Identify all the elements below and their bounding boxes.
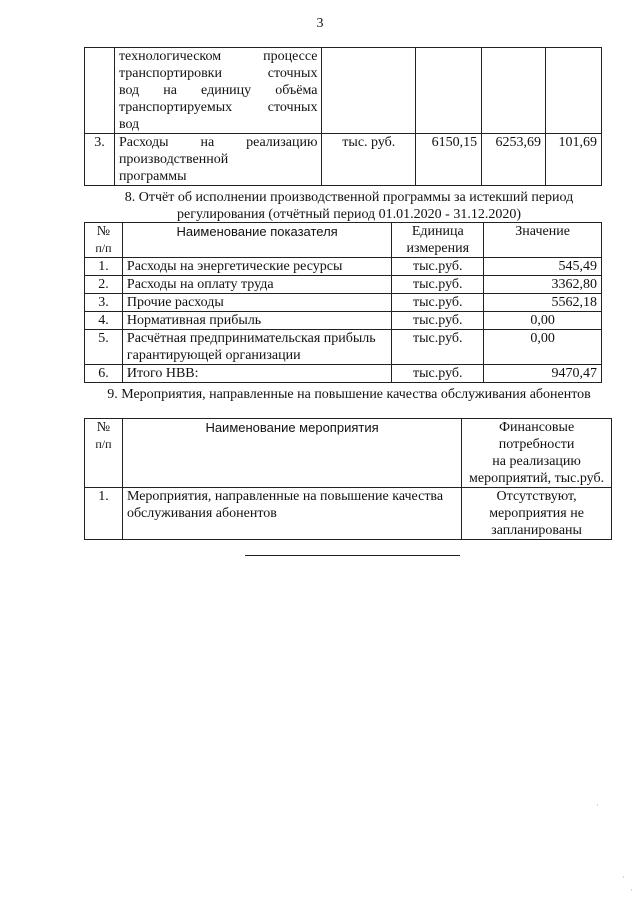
row-number: 1.: [85, 488, 123, 540]
indicator-line: программы: [118, 169, 187, 184]
table-row: [85, 312, 602, 330]
table-row: [85, 294, 602, 312]
value-cell: 101,69: [546, 134, 602, 186]
value-cell: [482, 48, 546, 134]
row-number: 5.: [85, 330, 123, 365]
unit-cell: тыс.руб.: [392, 276, 484, 294]
scan-speck: ·: [630, 885, 633, 895]
header-finance-line: на реализацию: [492, 454, 581, 469]
header-value: Значение: [484, 223, 602, 258]
unit-cell: тыс.руб.: [392, 330, 484, 365]
continued-line: технологическом процессе: [118, 49, 318, 64]
value-cell: 6150,15: [416, 134, 482, 186]
program-report-table: [84, 222, 602, 383]
header-finance-line: Финансовые: [498, 420, 575, 435]
continued-line: транспортировки сточных: [118, 66, 318, 81]
table-row: [85, 258, 602, 276]
value-cell: 0,00: [484, 312, 602, 330]
unit-cell: тыс.руб.: [392, 365, 484, 383]
value-cell: 545,49: [484, 258, 602, 276]
header-unit-line: измерения: [406, 241, 470, 256]
header-num-line: п/п: [95, 437, 112, 451]
table-row: [85, 276, 602, 294]
section-9-heading: 9. Мероприятия, направленные на повышение качества обслуживания абонентов: [107, 387, 591, 402]
header-name: Наименование мероприятия: [122, 419, 461, 488]
header-finance-line: потребности: [498, 437, 575, 452]
unit-cell: [322, 48, 416, 134]
row-number: 3.: [85, 134, 115, 186]
end-divider-line: [245, 555, 460, 556]
finance-cell: [462, 488, 612, 540]
header-unit-line: Единица: [411, 224, 464, 239]
header-num: [85, 419, 123, 488]
measure-name: Мероприятия, направленные на повышение качества обслуживания абонентов: [122, 488, 461, 540]
indicator-cell: [114, 48, 322, 134]
continued-line: вод на единицу объёма: [118, 83, 318, 98]
row-number: 4.: [85, 312, 123, 330]
indicator-line: Расходы на реализацию: [118, 135, 318, 150]
finance-line: мероприятия не: [489, 506, 584, 521]
header-finance: [462, 419, 612, 488]
indicator-name: Нормативная прибыль: [122, 312, 391, 330]
scan-speck: ·: [596, 800, 599, 810]
table-row: [85, 488, 612, 540]
header-num: [85, 223, 123, 258]
scan-speck: ·: [622, 872, 625, 882]
indicator-name: Расходы на оплату труда: [122, 276, 391, 294]
value-cell: 5562,18: [484, 294, 602, 312]
continued-line: транспортируемых сточных: [118, 100, 318, 115]
table-row: [85, 48, 602, 134]
unit-cell: тыс.руб.: [392, 258, 484, 276]
table-header-row: [85, 419, 612, 488]
table-row: [85, 365, 602, 383]
value-cell: [546, 48, 602, 134]
header-name: Наименование показателя: [122, 223, 391, 258]
indicator-name: Итого НВВ:: [122, 365, 391, 383]
indicator-name: Расходы на энергетические ресурсы: [122, 258, 391, 276]
value-cell: 6253,69: [482, 134, 546, 186]
service-measures-table: [84, 418, 612, 540]
results-table-continued: [84, 47, 602, 186]
value-cell: 3362,80: [484, 276, 602, 294]
row-number: 2.: [85, 276, 123, 294]
finance-line: запланированы: [491, 523, 582, 538]
header-finance-line: мероприятий, тыс.руб.: [469, 471, 605, 486]
continued-line: вод: [118, 117, 140, 132]
num-cell: [85, 48, 115, 134]
row-number: 3.: [85, 294, 123, 312]
indicator-line: производственной: [118, 152, 229, 167]
indicator-name: Расчётная предпринимательская прибыль гарантирующей организации: [122, 330, 391, 365]
indicator-cell: [114, 134, 322, 186]
page-number: 3: [316, 16, 324, 31]
unit-cell: тыс.руб.: [392, 312, 484, 330]
value-cell: 0,00: [484, 330, 602, 365]
header-num-line: п/п: [95, 241, 112, 255]
header-unit: [392, 223, 484, 258]
finance-line: Отсутствуют,: [496, 489, 577, 504]
table-row: [85, 134, 602, 186]
value-cell: [416, 48, 482, 134]
header-num-line: №: [96, 224, 111, 239]
value-cell: 9470,47: [484, 365, 602, 383]
indicator-name: Прочие расходы: [122, 294, 391, 312]
row-number: 6.: [85, 365, 123, 383]
table-header-row: [85, 223, 602, 258]
table-row: [85, 330, 602, 365]
unit-cell: тыс. руб.: [322, 134, 416, 186]
unit-cell: тыс.руб.: [392, 294, 484, 312]
header-num-line: №: [96, 420, 111, 435]
section-8-heading: 8. Отчёт об исполнении производственной программы за истекший период регулирования (отчётный период 01.01.2020 - 31.12.2020): [124, 190, 574, 222]
row-number: 1.: [85, 258, 123, 276]
